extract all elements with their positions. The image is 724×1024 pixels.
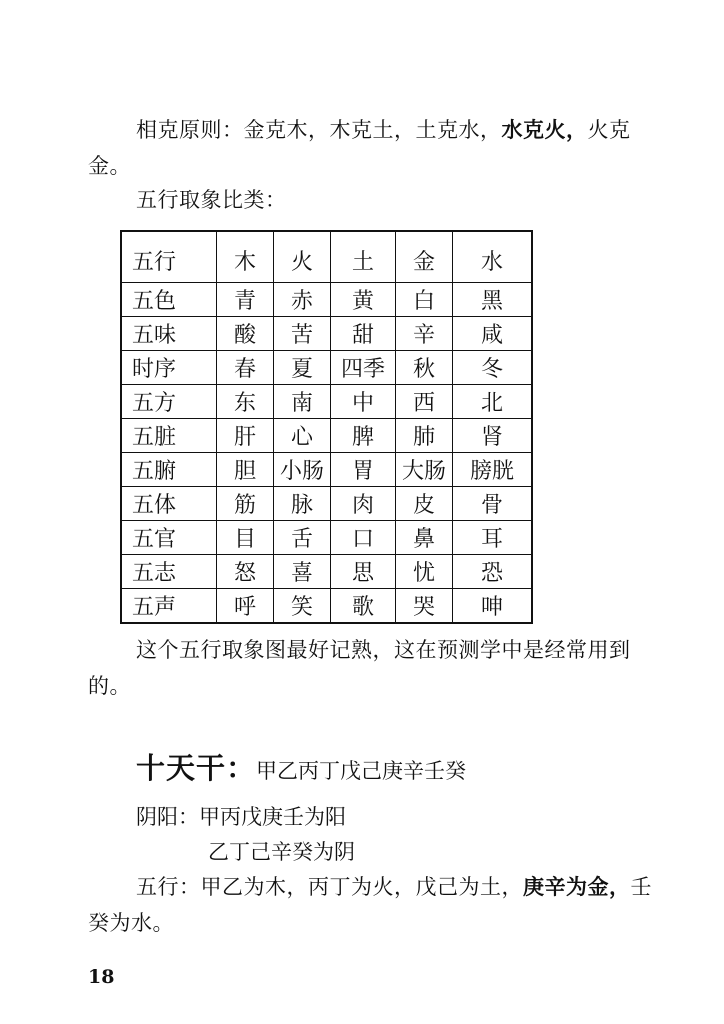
table-cell: 木 <box>217 231 274 283</box>
table-cell: 春 <box>217 351 274 385</box>
paragraph-stems-elements <box>88 869 668 941</box>
p4-bold-text: 庚辛为金， <box>523 874 631 899</box>
table-cell: 苦 <box>274 317 331 351</box>
table-row <box>121 453 532 487</box>
paragraph-mutual-restraint <box>88 112 668 184</box>
table-cell: 冬 <box>453 351 533 385</box>
table-cell: 土 <box>331 231 396 283</box>
p4-text: 五行：甲乙为木，丙丁为火，戊己为土， <box>136 875 523 899</box>
table-cell: 酸 <box>217 317 274 351</box>
table-cell: 耳 <box>453 521 533 555</box>
table-cell: 赤 <box>274 283 331 317</box>
table-body <box>121 231 532 623</box>
table-cell: 喜 <box>274 555 331 589</box>
table-cell: 心 <box>274 419 331 453</box>
table-row <box>121 317 532 351</box>
table-row-header: 五体 <box>121 487 217 521</box>
table-cell: 金 <box>396 231 453 283</box>
table-row <box>121 555 532 589</box>
table-row-header: 五色 <box>121 283 217 317</box>
table-row <box>121 521 532 555</box>
table-cell: 思 <box>331 555 396 589</box>
table-cell: 黑 <box>453 283 533 317</box>
table-row-header: 五方 <box>121 385 217 419</box>
table-row <box>121 419 532 453</box>
table-cell: 青 <box>217 283 274 317</box>
table-row <box>121 487 532 521</box>
table-cell: 南 <box>274 385 331 419</box>
paragraph-memorize-note: 这个五行取象图最好记熟，这在预测学中是经常用到的。 <box>88 638 631 698</box>
table-cell: 咸 <box>453 317 533 351</box>
table-row <box>121 351 532 385</box>
table-row-header: 五声 <box>121 589 217 624</box>
table-cell: 恐 <box>453 555 533 589</box>
table-cell: 大肠 <box>396 453 453 487</box>
table-cell: 舌 <box>274 521 331 555</box>
table-row <box>121 231 532 283</box>
table-cell: 胆 <box>217 453 274 487</box>
table-cell: 脉 <box>274 487 331 521</box>
p4-tail-text: 壬癸为水。 <box>88 875 652 935</box>
table-cell: 筋 <box>217 487 274 521</box>
table-cell: 辛 <box>396 317 453 351</box>
p1-text: 相克原则：金克木，木克土，土克水， <box>136 118 502 142</box>
table-cell: 呻 <box>453 589 533 624</box>
table-cell: 夏 <box>274 351 331 385</box>
table-cell: 西 <box>396 385 453 419</box>
section-title: 十天干： <box>136 751 257 785</box>
table-cell: 笑 <box>274 589 331 624</box>
table-cell: 骨 <box>453 487 533 521</box>
section-heading <box>136 748 466 791</box>
table-cell: 白 <box>396 283 453 317</box>
table-row-header: 五行 <box>121 231 217 283</box>
p1-tail-text: 火克金。 <box>88 118 631 178</box>
table-row-header: 五官 <box>121 521 217 555</box>
table-cell: 水 <box>453 231 533 283</box>
table-cell: 甜 <box>331 317 396 351</box>
five-elements-table <box>120 230 533 624</box>
table-row-header: 五味 <box>121 317 217 351</box>
table-cell: 皮 <box>396 487 453 521</box>
table-cell: 肾 <box>453 419 533 453</box>
paragraph-analogy-intro: 五行取象比类： <box>136 188 287 212</box>
page-number: 18 <box>88 966 115 988</box>
table-cell: 火 <box>274 231 331 283</box>
table-row-header: 时序 <box>121 351 217 385</box>
p1-bold-text: 水克火， <box>501 117 588 142</box>
table-cell: 肺 <box>396 419 453 453</box>
table-cell: 肝 <box>217 419 274 453</box>
table-cell: 目 <box>217 521 274 555</box>
table-cell: 膀胱 <box>453 453 533 487</box>
table-row-header: 五腑 <box>121 453 217 487</box>
table-cell: 口 <box>331 521 396 555</box>
table-cell: 歌 <box>331 589 396 624</box>
table-cell: 中 <box>331 385 396 419</box>
table-cell: 脾 <box>331 419 396 453</box>
table-row-header: 五志 <box>121 555 217 589</box>
table-row <box>121 283 532 317</box>
table-cell: 鼻 <box>396 521 453 555</box>
table-cell: 四季 <box>331 351 396 385</box>
table-cell: 小肠 <box>274 453 331 487</box>
table-row <box>121 589 532 624</box>
table-cell: 胃 <box>331 453 396 487</box>
table-cell: 呼 <box>217 589 274 624</box>
table-cell: 哭 <box>396 589 453 624</box>
table-cell: 忧 <box>396 555 453 589</box>
table-row-header: 五脏 <box>121 419 217 453</box>
table-cell: 北 <box>453 385 533 419</box>
table-cell: 怒 <box>217 555 274 589</box>
yinyang-line-2: 乙丁己辛癸为阴 <box>208 840 355 864</box>
table-row <box>121 385 532 419</box>
section-stems: 甲乙丙丁戊己庚辛壬癸 <box>256 759 467 783</box>
yinyang-line-1: 阴阳：甲丙戊庚壬为阳 <box>136 805 346 829</box>
table-cell: 黄 <box>331 283 396 317</box>
table-cell: 秋 <box>396 351 453 385</box>
table-cell: 东 <box>217 385 274 419</box>
table-cell: 肉 <box>331 487 396 521</box>
